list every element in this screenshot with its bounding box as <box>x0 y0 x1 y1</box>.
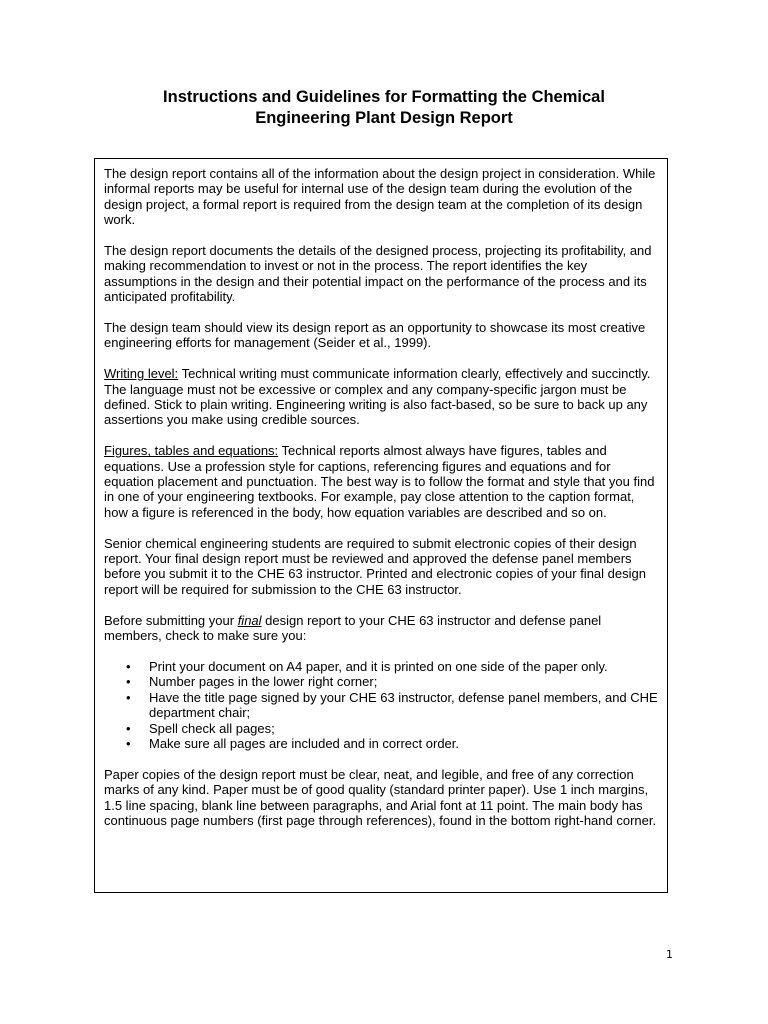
figures-heading: Figures, tables and equations: <box>104 443 279 459</box>
figures-text: Technical reports almost always have figures, tables and equations. Use a profession style for captions, referencing figures and equations and for equation placement and punctuation. The best way is to follow the format and style that you find in one of your engineering textbooks. For example, pay close attention to the caption format, how a figure is referenced in the body, how equation variables are described and so on. <box>104 443 655 520</box>
title-line-1: Instructions and Guidelines for Formatting the Chemical <box>163 88 605 106</box>
writing-level-text: Technical writing must communicate information clearly, effectively and succinctly. The language must not be excessive or complex and any company-specific jargon must be defined. Stick to plain writing. Engineering writing is also fact-based, so be sure to back up any assertions you make using credible sources. <box>104 366 651 428</box>
paper-copies-paragraph: Paper copies of the design report must be clear, neat, and legible, and free of any correction marks of any kind. Paper must be of good quality (standard printer paper). Use 1 inch margins, 1.5 line spacing, blank line between paragraphs, and Arial font at 11 point. The main body has continuous page numbers (first page through references), found in the bottom right-hand corner. <box>104 766 657 828</box>
checklist-item-text: Spell check all pages; <box>149 720 275 736</box>
checklist-item <box>104 690 658 721</box>
page-number: 1 <box>666 948 673 961</box>
checklist-item <box>104 674 658 689</box>
submission-paragraph: Senior chemical engineering students are required to submit electronic copies of their design report. Your final design report must be reviewed and approved the defense panel members before you submit it to the CHE 63 instructor. Printed and electronic copies of your final design report will be required for submission to the CHE 63 instructor. <box>104 535 646 597</box>
figures-paragraph <box>104 443 658 520</box>
before-submitting-post: design report to your CHE 63 instructor and defense panel members, check to make sure you: <box>104 612 602 644</box>
before-submitting-paragraph <box>104 613 658 644</box>
before-submitting-pre: Before submitting your <box>104 612 238 628</box>
checklist-item-text: Have the title page signed by your CHE 63 instructor, defense panel members, and CHE department chair; <box>149 689 658 721</box>
checklist-item-text: Print your document on A4 paper, and it is printed on one side of the paper only. <box>149 658 608 674</box>
checklist-item <box>104 736 658 751</box>
writing-level-heading: Writing level: <box>104 366 179 382</box>
documents-paragraph: The design report documents the details of the designed process, projecting its profitability, and making recommendation to invest or not in the process. The report identifies the key assumptions in the design and their potential impact on the performance of the process and its anticipated profitability. <box>104 243 652 305</box>
title-line-2: Engineering Plant Design Report <box>255 109 513 127</box>
bullet-icon: • <box>126 674 131 690</box>
intro-paragraph: The design report contains all of the information about the design project in consideration. While informal reports may be useful for internal use of the design team during the evolution of the design project, a formal report is required from the design team at the completion of its design work. <box>104 166 656 228</box>
writing-level-paragraph <box>104 366 658 428</box>
checklist-item-text: Number pages in the lower right corner; <box>149 674 378 690</box>
bullet-icon: • <box>126 658 131 674</box>
bullet-icon: • <box>126 689 131 705</box>
checklist-item-text: Make sure all pages are included and in correct order. <box>149 735 460 751</box>
final-emphasis: final <box>237 612 262 628</box>
checklist-item <box>104 721 658 736</box>
checklist-item <box>104 659 658 674</box>
showcase-paragraph: The design team should view its design report as an opportunity to showcase its most creative engineering efforts for management (Seider et al., 1999). <box>104 320 646 351</box>
bullet-icon: • <box>126 720 131 736</box>
document-title <box>0 87 768 129</box>
bullet-icon: • <box>126 735 131 751</box>
submission-checklist <box>104 659 658 751</box>
guidelines-box <box>94 158 668 893</box>
